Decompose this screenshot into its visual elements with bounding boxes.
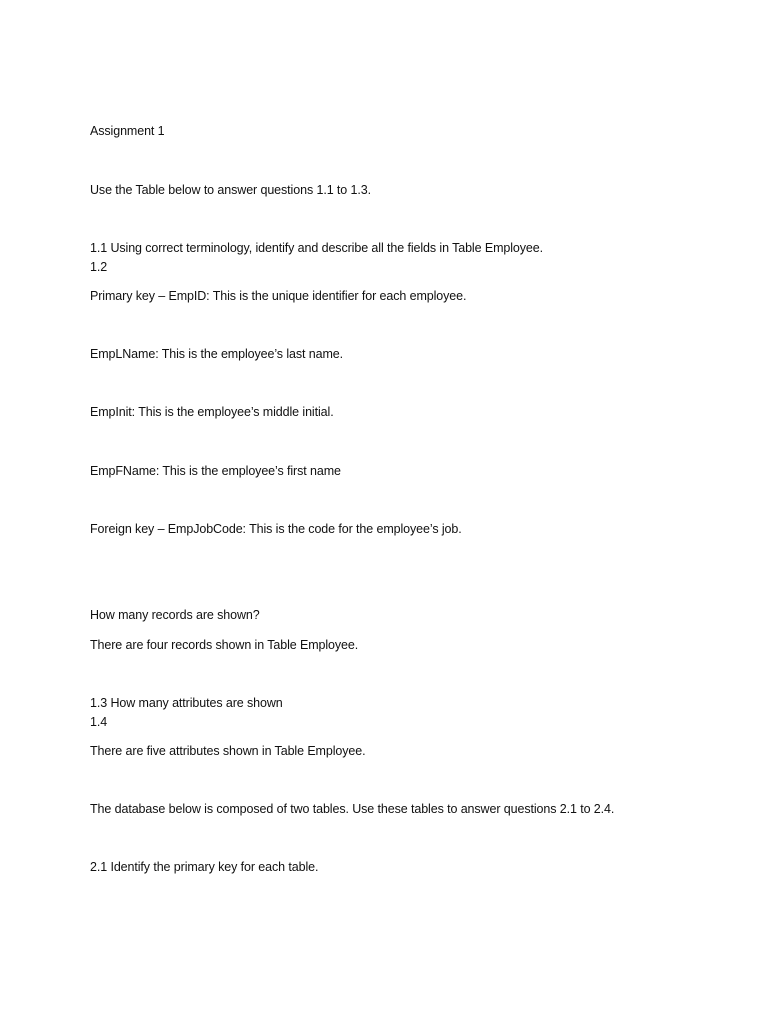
question-2-1: 2.1 Identify the primary key for each table. bbox=[90, 860, 319, 874]
assignment-title: Assignment 1 bbox=[90, 124, 165, 138]
intro-instruction: Use the Table below to answer questions 1.1 to 1.3. bbox=[90, 183, 371, 197]
field-emp-init: EmpInit: This is the employee’s middle initial. bbox=[90, 405, 334, 419]
question-1-1: 1.1 Using correct terminology, identify and describe all the fields in Table Employee. bbox=[90, 241, 543, 255]
field-emp-lname: EmpLName: This is the employee’s last name. bbox=[90, 347, 343, 361]
question-1-3: 1.3 How many attributes are shown bbox=[90, 696, 283, 710]
attributes-answer: There are five attributes shown in Table Employee. bbox=[90, 744, 366, 758]
question-1-4-number: 1.4 bbox=[90, 715, 108, 729]
records-answer: There are four records shown in Table Employee. bbox=[90, 638, 359, 652]
records-question: How many records are shown? bbox=[90, 608, 260, 622]
database-intro: The database below is composed of two tables. Use these tables to answer questions 2.1 to 2.4. bbox=[90, 802, 615, 816]
field-primary-key: Primary key – EmpID: This is the unique identifier for each employee. bbox=[90, 289, 467, 303]
question-1-2-number: 1.2 bbox=[90, 260, 108, 274]
field-emp-fname: EmpFName: This is the employee’s first name bbox=[90, 464, 341, 478]
field-foreign-key: Foreign key – EmpJobCode: This is the code for the employee’s job. bbox=[90, 522, 462, 536]
